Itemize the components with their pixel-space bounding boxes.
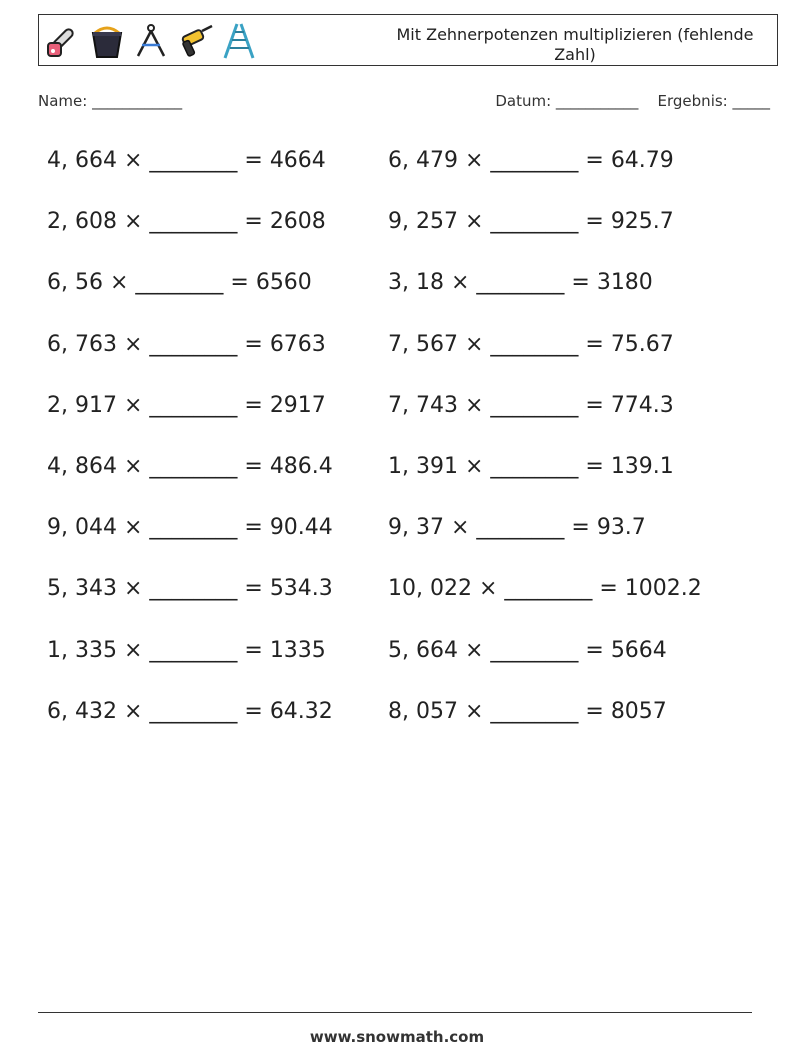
date-result-fields bbox=[495, 92, 770, 110]
footer-divider bbox=[38, 1012, 752, 1013]
problem-right-8: 10, 022 × ________ = 1002.2 bbox=[388, 576, 702, 602]
compass-icon bbox=[131, 21, 171, 61]
problem-right-2: 9, 257 × ________ = 925.7 bbox=[388, 209, 674, 235]
footer-url: www.snowmath.com bbox=[309, 1028, 485, 1046]
problem-right-6: 1, 391 × ________ = 139.1 bbox=[388, 454, 674, 479]
problem-left-3: 6, 56 × ________ = 6560 bbox=[47, 270, 312, 296]
problem-left-7: 9, 044 × ________ = 90.44 bbox=[47, 515, 333, 541]
result-field: Ergebnis: _____ bbox=[657, 92, 770, 110]
problem-left-2: 2, 608 × ________ = 2608 bbox=[47, 209, 326, 235]
date-field: Datum: ___________ bbox=[495, 92, 639, 110]
problem-left-6: 4, 864 × ________ = 486.4 bbox=[47, 454, 333, 479]
drill-icon bbox=[175, 21, 215, 61]
problem-left-4: 6, 763 × ________ = 6763 bbox=[47, 331, 326, 357]
problem-right-3: 3, 18 × ________ = 3180 bbox=[388, 270, 653, 296]
problem-right-5: 7, 743 × ________ = 774.3 bbox=[388, 392, 674, 418]
problem-left-5: 2, 917 × ________ = 2917 bbox=[47, 392, 326, 418]
problem-right-10: 8, 057 × ________ = 8057 bbox=[388, 698, 667, 724]
problem-left-8: 5, 343 × ________ = 534.3 bbox=[47, 576, 333, 602]
bucket-icon bbox=[87, 21, 127, 61]
chainsaw-icon bbox=[43, 21, 83, 61]
name-field: Name: ____________ bbox=[38, 92, 183, 110]
ladder-icon bbox=[219, 21, 259, 61]
problem-left-1: 4, 664 × ________ = 4664 bbox=[47, 148, 326, 173]
worksheet-header bbox=[38, 14, 778, 66]
problem-right-1: 6, 479 × ________ = 64.79 bbox=[388, 148, 674, 173]
problem-right-7: 9, 37 × ________ = 93.7 bbox=[388, 515, 646, 541]
problem-right-9: 5, 664 × ________ = 5664 bbox=[388, 637, 667, 663]
problem-right-4: 7, 567 × ________ = 75.67 bbox=[388, 331, 674, 357]
problem-left-9: 1, 335 × ________ = 1335 bbox=[47, 637, 326, 663]
header-icons bbox=[43, 21, 259, 61]
worksheet-title: Mit Zehnerpotenzen multiplizieren (fehlende Zahl) bbox=[396, 25, 754, 64]
problem-left-10: 6, 432 × ________ = 64.32 bbox=[47, 698, 333, 724]
